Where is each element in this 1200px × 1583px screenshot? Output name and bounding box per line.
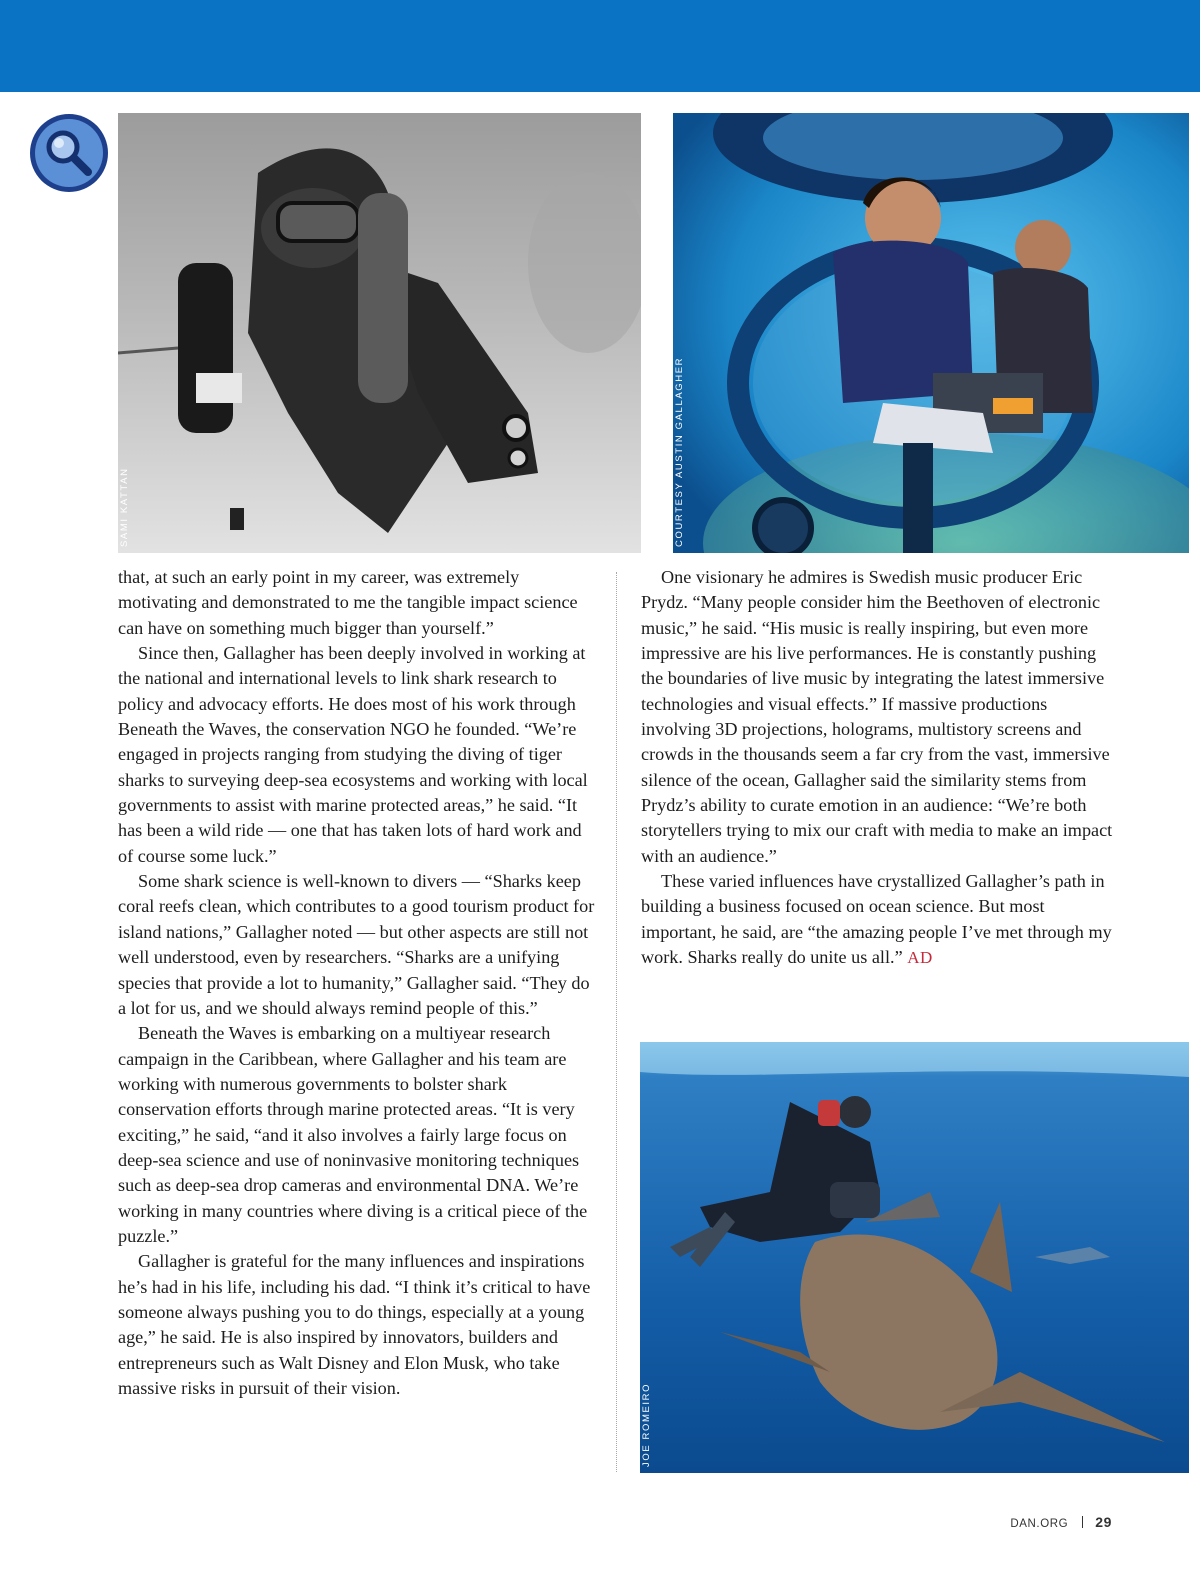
paragraph: Gallagher is grateful for the many influences and inspirations he’s had in his life, including his dad. “I think it’s critical to have someone always pushing you to do things, especially at a young age,” he said. He is also inspired by innovators, builders and entrepreneurs such as Walt Disney and Elon Musk, who take massive risks in pursuit of their vision. [118, 1251, 591, 1398]
magnifier-icon [30, 114, 108, 192]
article-column-right [641, 565, 1113, 971]
page-number: 29 [1095, 1514, 1112, 1530]
article-column-left [118, 565, 598, 1401]
paragraph: that, at such an early point in my career, was extremely motivating and demonstrated to me the tangible impact science can have on something much bigger than yourself.” [118, 567, 578, 638]
photo-submarine-crew [673, 113, 1189, 553]
paragraph: Beneath the Waves is embarking on a multiyear research campaign in the Caribbean, where Gallagher and his team are working with numerous governments to bolster shark conservation efforts through marine protected areas. “It is very exciting,” he said, “and it also involves a fairly large focus on deep-sea science and use of noninvasive monitoring techniques such as deep-sea drop cameras and environmental DNA. We’re working in many countries where diving is a critical piece of the puzzle.” [118, 1023, 588, 1246]
page-footer [1010, 1514, 1112, 1530]
footer-separator [1082, 1516, 1083, 1528]
paragraph: Some shark science is well-known to divers — “Sharks keep coral reefs clean, which contributes to a good tourism product for island nations,” Gallagher noted — but other aspects are still not well understood, even by researchers. “Sharks are a unifying species that provide a lot to humanity,” Gallagher said. “They do a lot for us, and we should always remind people of this.” [118, 871, 595, 1018]
photo-diver-with-shark [640, 1042, 1189, 1473]
footer-site: DAN.ORG [1010, 1518, 1069, 1530]
header-band [0, 0, 1200, 92]
paragraph: Since then, Gallagher has been deeply involved in working at the national and international levels to link shark research to policy and advocacy efforts. He does most of his work through Beneath the Waves, the conservation NGO he founded. “We’re engaged in projects ranging from studying the diving of tiger sharks to surveying deep-sea ecosystems and working with local governments to assist with marine protected areas,” he said. “It has been a wild ride — one that has taken lots of hard work and of course some luck.” [118, 643, 588, 866]
end-mark: AD [907, 948, 933, 968]
paragraph: These varied influences have crystallized Gallagher’s path in building a business focused on ocean science. But most important, he said, are “the amazing people I’ve met through my work. Sharks really do unite us all.” [641, 871, 1112, 968]
column-divider [616, 572, 617, 1472]
photo-diver-sediment-cores [118, 113, 641, 553]
paragraph: One visionary he admires is Swedish music producer Eric Prydz. “Many people consider him the Beethoven of electronic music,” he said. “His music is really inspiring, but even more impressive are his live performances. He is constantly pushing the boundaries of live music by integrating the latest immersive technologies and visual effects.” If massive productions involving 3D projections, holograms, multistory screens and crowds in the thousands seem a far cry from the vast, immersive silence of the ocean, Gallagher said the similarity stems from Prydz’s ability to curate emotion in an audience: “We’re both storytellers trying to mix our craft with media to make an impact with an audience.” [641, 567, 1113, 866]
